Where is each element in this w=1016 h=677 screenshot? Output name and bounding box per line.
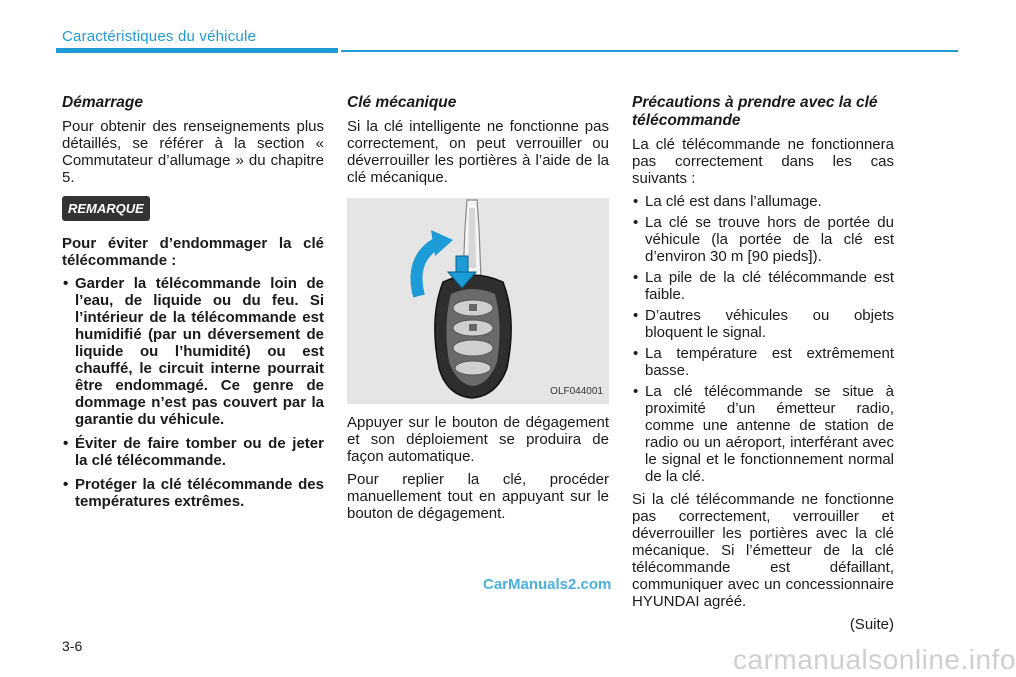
suite-label: (Suite) — [849, 616, 894, 633]
heading-demarrage: Démarrage — [62, 94, 143, 111]
list-item: • D’autres véhicules ou objets bloquent le signal. — [632, 307, 894, 341]
remarque-badge: REMARQUE — [62, 196, 150, 221]
site-watermark: carmanualsonline.info — [733, 644, 1016, 675]
para-demarrage: Pour obtenir des renseignements plus détaillés, se référer à la section « Commutateur d’allumage » du chapitre 5. — [62, 118, 324, 186]
list-item: • La clé se trouve hors de portée du véhicule (la portée de la clé est d’environ 30 m [90 pieds]). — [632, 214, 894, 265]
header-rule-thin — [341, 50, 958, 52]
list-item: • La clé est dans l’allumage. — [632, 193, 894, 210]
column-demarrage — [62, 94, 324, 517]
column-precautions — [632, 94, 894, 639]
section-title: Caractéristiques du véhicule — [62, 28, 257, 45]
column-cle-mecanique — [347, 94, 609, 528]
smart-key-illustration — [347, 198, 609, 404]
list-item: • La pile de la clé télécommande est faible. — [632, 269, 894, 303]
warning-intro: Pour éviter d’endommager la clé télécommande : — [62, 235, 324, 269]
para-precautions-1: La clé télécommande ne fonctionnera pas correctement dans les cas suivants : — [632, 136, 894, 187]
para-cle-2: Appuyer sur le bouton de dégagement et son déploiement se produira de façon automatique. — [347, 414, 609, 465]
precautions-list — [632, 193, 894, 485]
key-figure — [347, 198, 609, 404]
heading-cle-mecanique: Clé mécanique — [347, 94, 457, 111]
header-rule-thick — [56, 48, 338, 53]
para-cle-3: Pour replier la clé, procéder manuellement tout en appuyant sur le bouton de dégagement. — [347, 471, 609, 522]
page-number: 3-6 — [62, 638, 83, 654]
figure-code: OLF044001 — [550, 386, 603, 397]
para-cle-1: Si la clé intelligente ne fonctionne pas correctement, on peut verrouiller ou déverrouiller les portières à l’aide de la clé mécanique. — [347, 118, 609, 186]
list-item: • Protéger la clé télécommande des températures extrêmes. — [62, 476, 324, 510]
list-item: • La température est extrêmement basse. — [632, 345, 894, 379]
list-item: • Éviter de faire tomber ou de jeter la clé télécommande. — [62, 435, 324, 469]
list-item: • Garder la télécommande loin de l’eau, de liquide ou du feu. Si l’intérieur de la télécommande est humidifié (par un déversement de liquide ou l’humidité) ou est chauffé, le circuit interne pourrait être endommagé. Ce genre de dommage n’est pas couvert par la garantie du véhicule. — [62, 275, 324, 428]
list-item: • La clé télécommande se situe à proximité d’un émetteur radio, comme une antenne de station de radio ou un aéroport, interférant avec le signal et le fonctionnement normal de la clé. — [632, 383, 894, 485]
heading-precautions: Précautions à prendre avec la clé télécommande — [632, 94, 878, 129]
warning-list — [62, 275, 324, 510]
para-precautions-2: Si la clé télécommande ne fonctionne pas correctement, verrouiller et déverrouiller les portières avec la clé mécanique. Si l’émetteur de la clé télécommande est défaillant, communiquer avec un concessionnaire HYUNDAI agréé. — [632, 491, 894, 610]
watermark-carmanuals: CarManuals2.com — [483, 576, 612, 593]
